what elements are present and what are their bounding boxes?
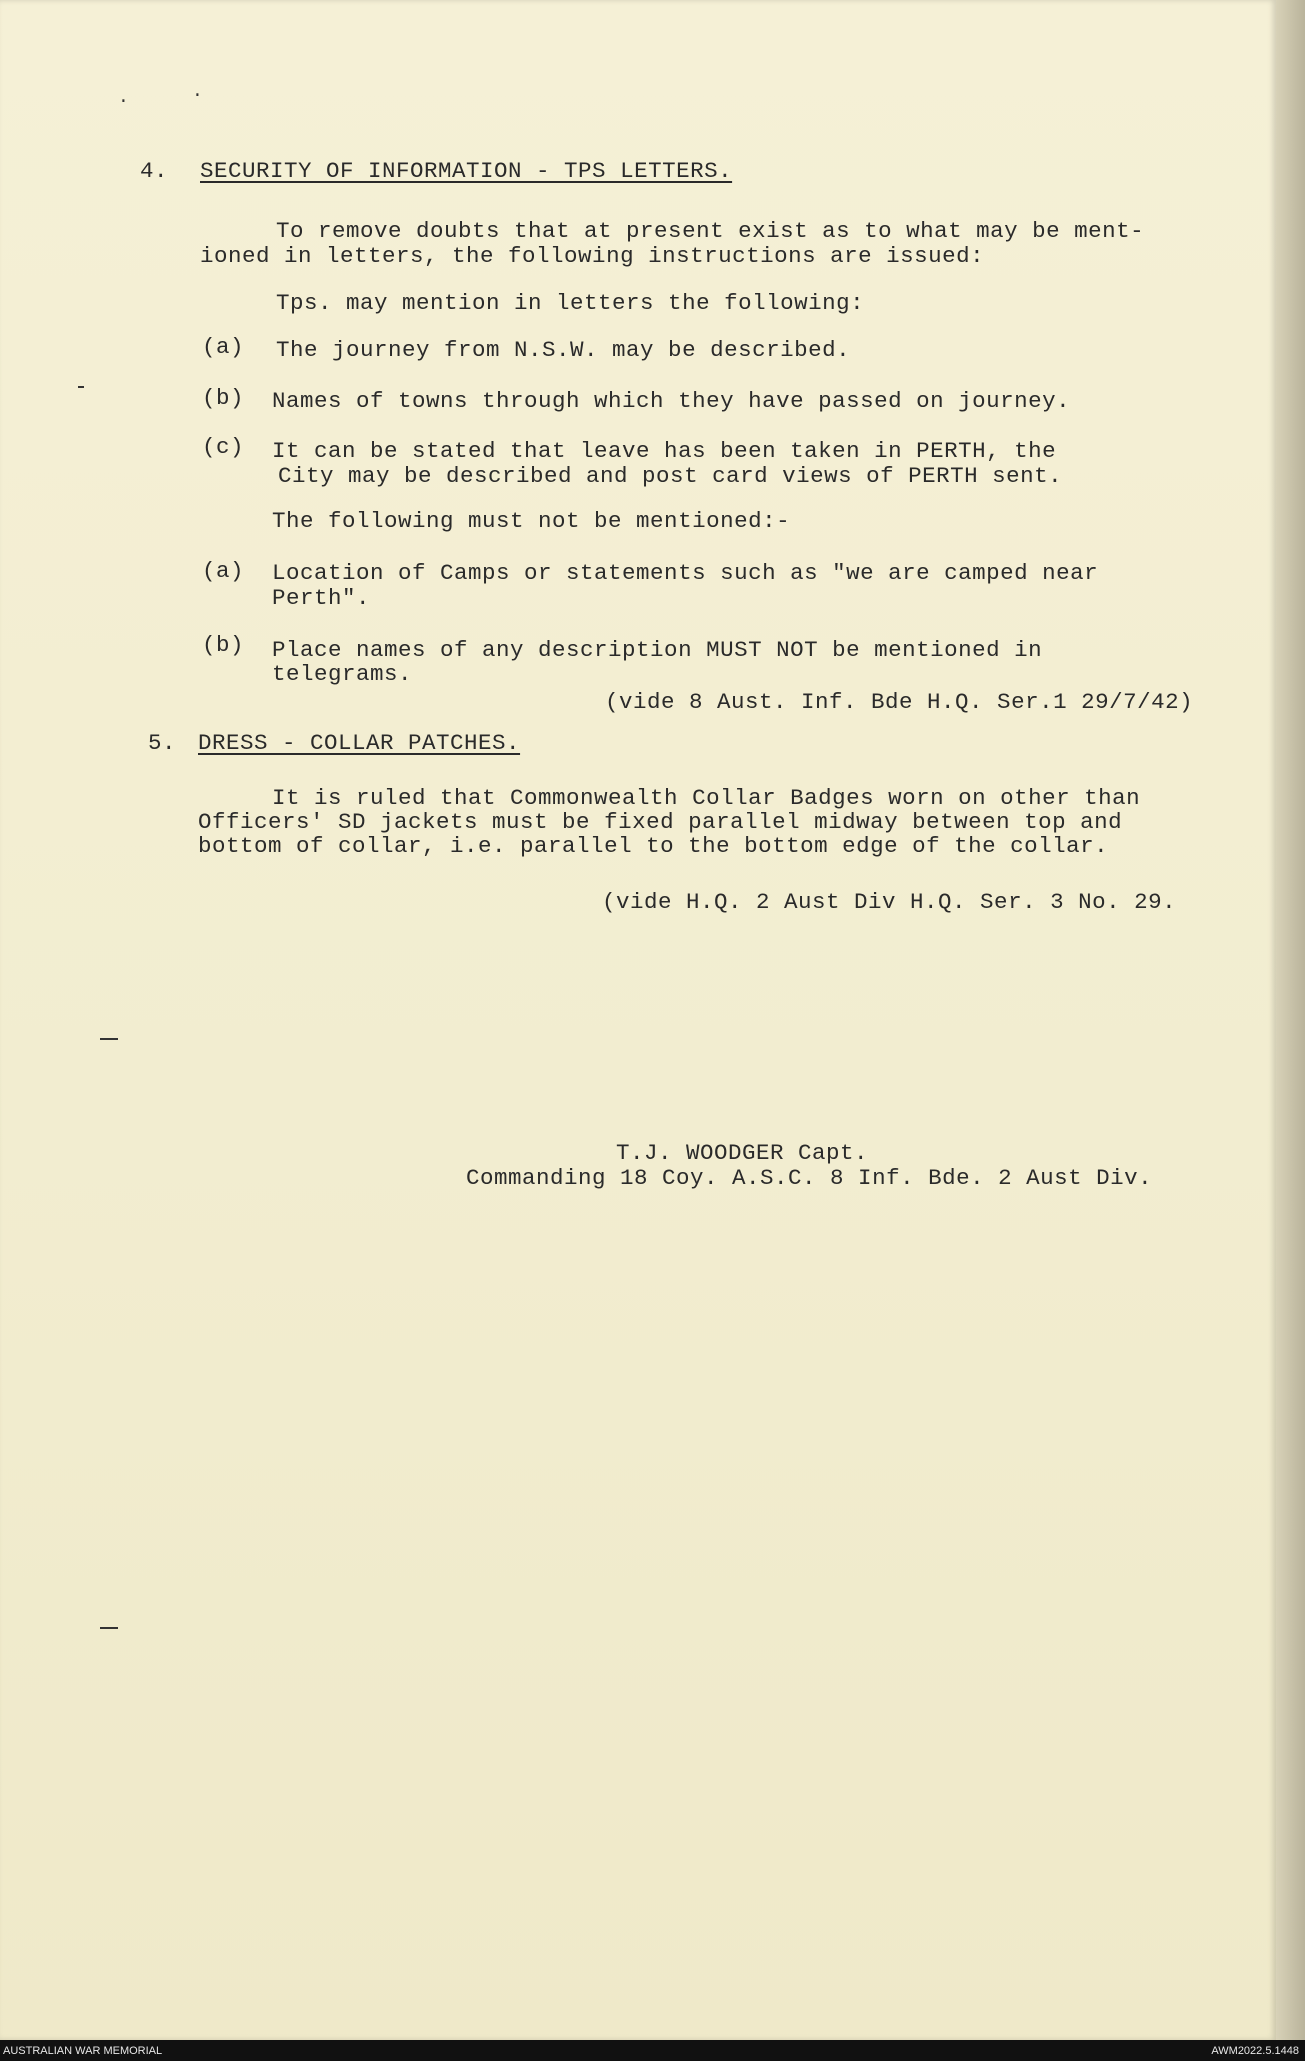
footer-institution: AUSTRALIAN WAR MEMORIAL	[3, 2045, 163, 2057]
section-4-intro-line-2: ioned in letters, the following instructions are issued:	[200, 243, 985, 269]
signature-name: T.J. WOODGER Capt.	[616, 1140, 869, 1166]
allowed-item-text: It can be stated that leave has been taken in PERTH, the	[272, 438, 1057, 464]
allowed-item-text-continued: City may be described and post card views of PERTH sent.	[278, 463, 1063, 489]
allowed-item-label: (c)	[202, 434, 245, 460]
section-5-number: 5.	[148, 730, 177, 756]
scan-edge	[1276, 0, 1305, 2040]
forbidden-item-text-continued: telegrams.	[272, 661, 413, 687]
forbidden-item-label: (a)	[202, 558, 245, 584]
may-mention-heading: Tps. may mention in letters the following:	[276, 290, 865, 316]
section-5-line-2: Officers' SD jackets must be fixed parallel midway between top and	[198, 809, 1123, 835]
section-4-reference: (vide 8 Aust. Inf. Bde H.Q. Ser.1 29/7/42)	[605, 689, 1194, 715]
must-not-heading: The following must not be mentioned:-	[272, 508, 791, 534]
section-4-heading: SECURITY OF INFORMATION - TPS LETTERS.	[200, 158, 733, 184]
forbidden-item-text-continued: Perth".	[272, 585, 371, 611]
allowed-item-label: (b)	[202, 385, 245, 411]
margin-mark: ·	[192, 86, 203, 106]
footer-reference-id: AWM2022.5.1448	[1211, 2045, 1299, 2057]
archive-footer	[0, 2040, 1305, 2061]
section-4-intro-line-1: To remove doubts that at present exist as to what may be ment-	[276, 218, 1145, 244]
allowed-item-label: (a)	[202, 334, 245, 360]
section-5-heading: DRESS - COLLAR PATCHES.	[198, 730, 521, 756]
section-4-number: 4.	[140, 158, 169, 184]
margin-mark: ·	[118, 92, 129, 112]
allowed-item-text: Names of towns through which they have passed on journey.	[272, 388, 1071, 414]
signature-title: Commanding 18 Coy. A.S.C. 8 Inf. Bde. 2 Aust Div.	[466, 1165, 1153, 1191]
section-5-reference: (vide H.Q. 2 Aust Div H.Q. Ser. 3 No. 29.	[602, 889, 1177, 915]
forbidden-item-label: (b)	[202, 632, 245, 658]
forbidden-item-text: Location of Camps or statements such as "we are camped near	[272, 560, 1099, 586]
allowed-item-text: The journey from N.S.W. may be described.	[276, 337, 851, 363]
margin-mark	[78, 386, 84, 388]
section-5-line-1: It is ruled that Commonwealth Collar Badges worn on other than	[272, 785, 1141, 811]
margin-mark	[100, 1038, 118, 1040]
section-5-line-3: bottom of collar, i.e. parallel to the bottom edge of the collar.	[198, 833, 1109, 859]
forbidden-item-text: Place names of any description MUST NOT be mentioned in	[272, 637, 1043, 663]
margin-mark	[100, 1627, 118, 1629]
